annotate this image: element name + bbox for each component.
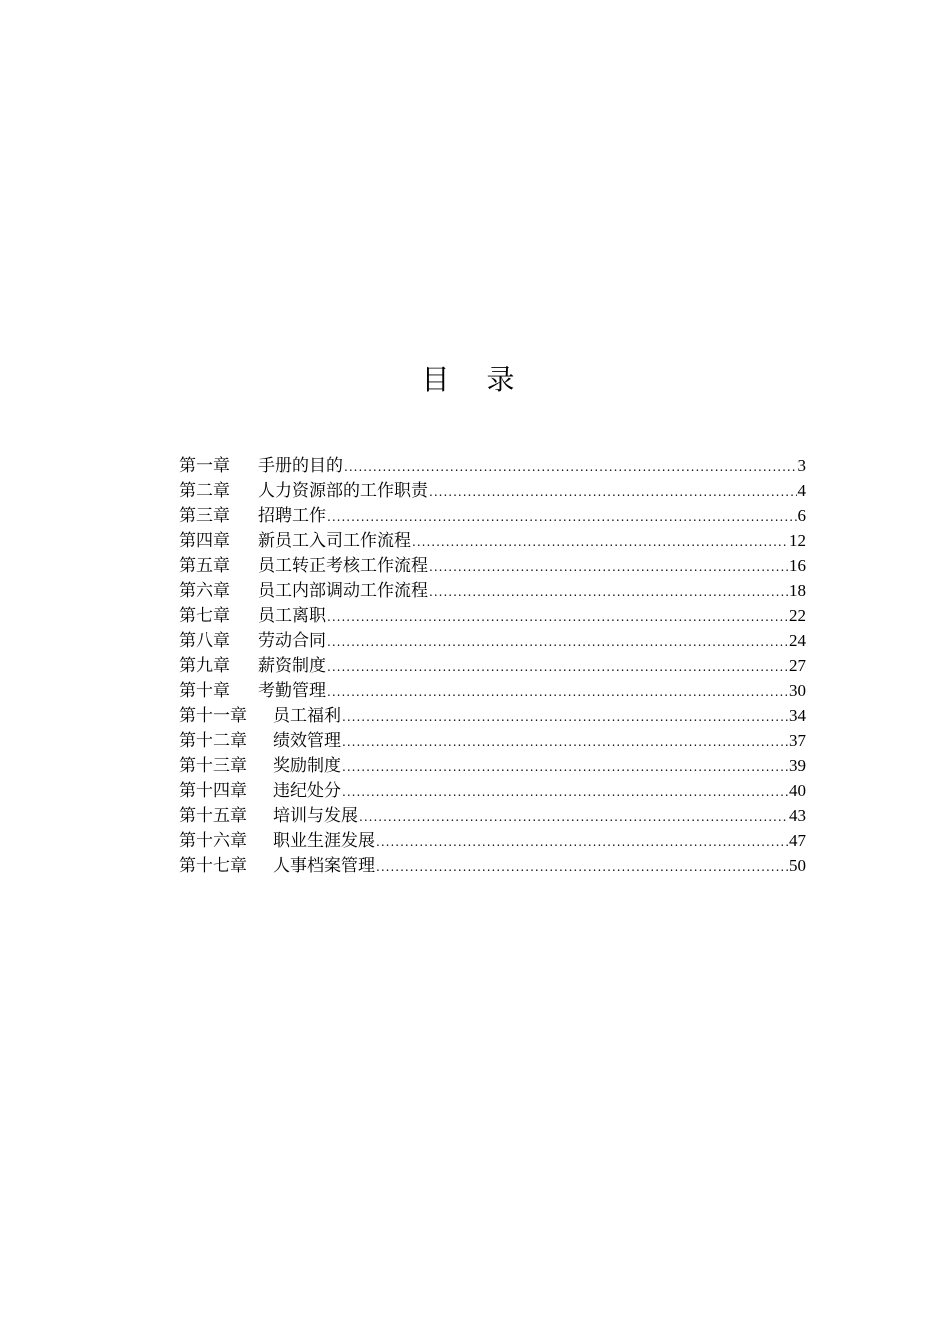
toc-entry[interactable] [179,553,806,578]
toc-chapter-title: 奖励制度 [273,756,341,776]
toc-chapter-title: 劳动合同 [258,631,326,651]
toc-entry[interactable] [179,503,806,528]
toc-chapter-number: 第十七章 [179,856,247,876]
toc-entry[interactable] [179,753,806,778]
toc-chapter-title: 手册的目的 [258,456,343,476]
toc-entry[interactable] [179,603,806,628]
toc-chapter-number: 第十三章 [179,756,247,776]
toc-chapter-title: 薪资制度 [258,656,326,676]
toc-chapter-number: 第十章 [179,681,230,701]
toc-page-number: 16 [789,556,806,575]
toc-chapter-number: 第三章 [179,506,230,526]
toc-chapter-number: 第二章 [179,481,230,501]
toc-dot-leader [342,780,788,805]
toc-dot-leader [376,830,788,855]
toc-chapter-number: 第四章 [179,531,230,551]
toc-page-number: 24 [789,631,806,650]
toc-chapter-title: 员工福利 [273,706,341,726]
toc-page-number: 6 [797,506,806,525]
toc-entry[interactable] [179,778,806,803]
toc-chapter-title: 员工离职 [258,606,326,626]
toc-page-number: 22 [789,606,806,625]
toc-chapter-title: 培训与发展 [273,806,358,826]
toc-dot-leader [327,630,788,655]
toc-chapter-title: 考勤管理 [258,681,326,701]
toc-dot-leader [376,855,788,880]
toc-chapter-title: 违纪处分 [273,781,341,801]
toc-entry[interactable] [179,703,806,728]
toc-chapter-number: 第六章 [179,581,230,601]
toc-page-number: 3 [797,456,806,475]
toc-page-number: 43 [789,806,806,825]
toc-chapter-number: 第五章 [179,556,230,576]
toc-dot-leader [344,455,797,480]
toc-dot-leader [342,705,788,730]
toc-dot-leader [342,755,788,780]
toc-page-number: 39 [789,756,806,775]
toc-chapter-title: 员工转正考核工作流程 [258,556,428,576]
toc-page-number: 27 [789,656,806,675]
toc-entry[interactable] [179,478,806,503]
toc-page-number: 47 [789,831,806,850]
toc-entry[interactable] [179,653,806,678]
toc-chapter-number: 第九章 [179,656,230,676]
toc-entry[interactable] [179,853,806,878]
toc-dot-leader [429,480,797,505]
toc-entry[interactable] [179,578,806,603]
table-of-contents [179,453,806,878]
toc-entry[interactable] [179,728,806,753]
toc-page-number: 34 [789,706,806,725]
page-title: 目 录 [421,363,529,396]
toc-chapter-title: 人事档案管理 [273,856,375,876]
toc-chapter-title: 招聘工作 [258,506,326,526]
toc-chapter-number: 第十五章 [179,806,247,826]
toc-dot-leader [429,555,788,580]
toc-dot-leader [342,730,788,755]
toc-entry[interactable] [179,828,806,853]
toc-chapter-number: 第十一章 [179,706,247,726]
toc-chapter-number: 第十六章 [179,831,247,851]
toc-entry[interactable] [179,453,806,478]
toc-page-number: 30 [789,681,806,700]
toc-chapter-title: 新员工入司工作流程 [258,531,411,551]
toc-dot-leader [359,805,788,830]
toc-chapter-number: 第十四章 [179,781,247,801]
toc-chapter-number: 第七章 [179,606,230,626]
toc-chapter-title: 人力资源部的工作职责 [258,481,428,501]
toc-entry[interactable] [179,528,806,553]
toc-chapter-number: 第十二章 [179,731,247,751]
toc-chapter-title: 员工内部调动工作流程 [258,581,428,601]
toc-chapter-number: 第八章 [179,631,230,651]
toc-page-number: 37 [789,731,806,750]
toc-dot-leader [327,605,788,630]
toc-dot-leader [327,505,797,530]
toc-dot-leader [327,655,788,680]
toc-entry[interactable] [179,803,806,828]
toc-page-number: 40 [789,781,806,800]
toc-page-number: 18 [789,581,806,600]
toc-entry[interactable] [179,678,806,703]
toc-dot-leader [429,580,788,605]
toc-entry[interactable] [179,628,806,653]
toc-page-number: 4 [797,481,806,500]
toc-page-number: 12 [789,531,806,550]
toc-chapter-number: 第一章 [179,456,230,476]
toc-page-number: 50 [789,856,806,875]
toc-chapter-title: 绩效管理 [273,731,341,751]
toc-dot-leader [412,530,788,555]
toc-dot-leader [327,680,788,705]
toc-chapter-title: 职业生涯发展 [273,831,375,851]
